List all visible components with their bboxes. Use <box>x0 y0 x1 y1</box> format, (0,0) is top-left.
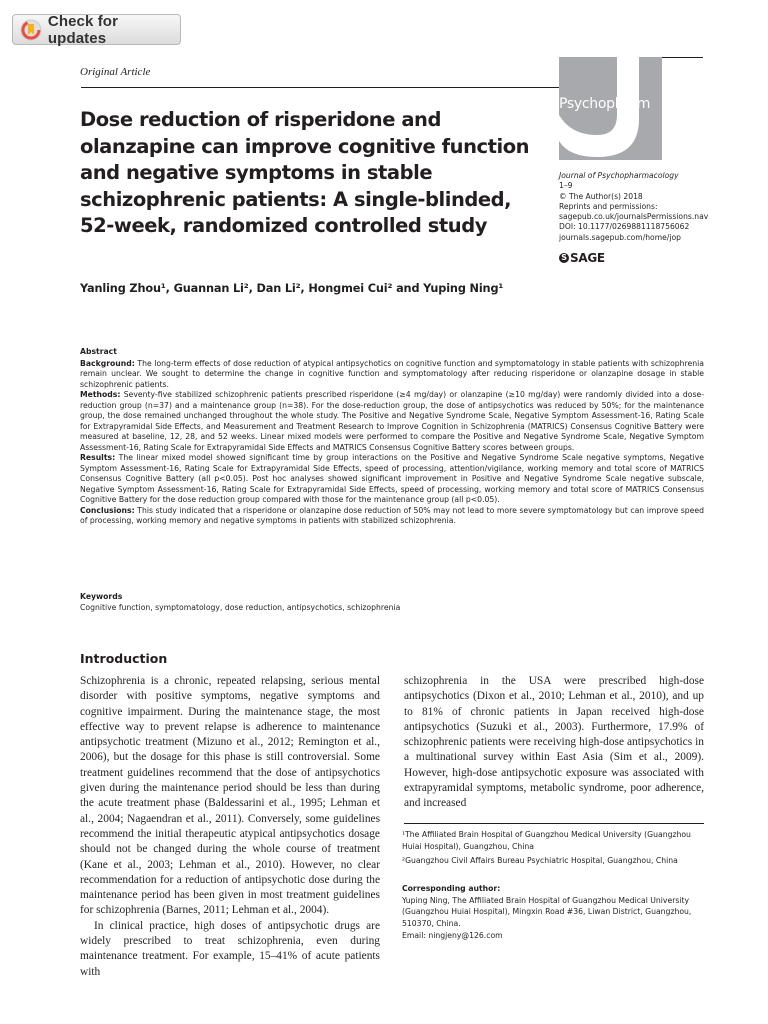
abstract-background: Background: The long-term effects of dose reduction of atypical antipsychotics on cognitive function and symptomatology in stable patients with schizophrenia remain unclear. We sought to determine the change in cognitive function and symptomatology after reducing risperidone or olanzapine dosage in stable schizophrenic patients. <box>80 358 704 389</box>
corresponding-email[interactable]: Email: ningjeny@126.com <box>402 930 503 940</box>
reprints-link[interactable]: sagepub.co.uk/journalsPermissions.nav <box>559 212 709 222</box>
journal-pages: 1–9 <box>559 181 573 191</box>
corresponding-heading: Corresponding author: <box>402 884 501 893</box>
keywords-list: Cognitive function, symptomatology, dose reduction, antipsychotics, schizophrenia <box>80 603 401 612</box>
corresponding-author <box>402 883 712 942</box>
reprints-label: Reprints and permissions: <box>559 201 658 211</box>
intro-paragraph-2: In clinical practice, high doses of antipsychotic drugs are widely prescribed to treat schizophrenia, even during maintenance treatment. For example, 15–41% of acute patients with <box>80 919 380 978</box>
journal-logo-text: Psychopharm <box>559 96 651 112</box>
journal-info <box>559 171 708 243</box>
affiliation-2: ²Guangzhou Civil Affairs Bureau Psychiatric Hospital, Guangzhou, China <box>402 856 678 865</box>
affiliation-1: ¹The Affiliated Brain Hospital of Guangzhou Medical University (Guangzhou Huiai Hospital), Guangzhou, China <box>402 830 691 851</box>
abstract-methods: Methods: Seventy-five stabilized schizophrenic patients prescribed risperidone (≥4 mg/day) or olanzapine (≥10 mg/day) were randomly divided into a dose-reduction group (n=37) and a maintenance group (n=38). For the dose-reduction group, the dose of antipsychotics was reduced by 50%; for the maintenance group, the dose remained unchanged throughout the whole study. The Positive and Negative Syndrome Scale, Negative Symptom Assessment-16, Rating Scale for Extrapyramidal Side Effects, and Measurement and Treatment Research to Improve Cognition in Schizophrenia (MATRICS) Consensus Cognitive Battery were measured at baseline, 12, 28, and 52 weeks. Linear mixed models were performed to compare the Positive and Negative Syndrome Scale, Negative Symptom Assessment-16, Rating Scale for Extrapyramidal Side Effects and MATRICS Consensus Cognitive Battery scores between groups. <box>80 390 705 452</box>
corresponding-address: Yuping Ning, The Affiliated Brain Hospital of Guangzhou Medical University (Guangzhou Huiai Hospital), Mingxin Road #36, Liwan District, Guangzhou, 510370, China. <box>402 895 692 929</box>
check-for-updates-button[interactable] <box>12 14 181 45</box>
publisher-logo <box>559 251 605 265</box>
body-column-right <box>404 674 704 812</box>
journal-name: Journal of Psychopharmacology <box>559 171 679 180</box>
bookmark-ring-icon <box>20 19 42 41</box>
body-column-left <box>80 674 380 980</box>
keywords-heading: Keywords <box>80 592 123 601</box>
footnote-rule <box>404 823 704 824</box>
doi[interactable]: DOI: 10.1177/0269881118756062 <box>559 222 690 232</box>
copyright: © The Author(s) 2018 <box>559 191 643 201</box>
intro-paragraph-3: schizophrenia in the USA were prescribed high-dose antipsychotics (Dixon et al., 2010; Lehman et al., 2010), and up to 81% of chronic patients in Japan received high-dose antipsychotics (Suzuki et al., 2003). Furthermore, 17.9% of schizophrenic patients were receiving high-dose antipsychotics in a multinational survey within East Asia (Sim et al., 2009). However, high-dose antipsychotic exposure was associated with extrapyramidal symptoms, metabolic syndrome, poor adherence, and increased <box>404 675 704 810</box>
header-rule <box>81 87 559 88</box>
introduction-heading: Introduction <box>80 651 168 666</box>
check-for-updates-label: Check for updates <box>47 12 119 47</box>
abstract <box>80 347 704 527</box>
journal-home-link[interactable]: journals.sagepub.com/home/jop <box>559 232 681 242</box>
article-title: Dose reduction of risperidone and olanzapine can improve cognitive function and negative symptoms in stable schizophrenic patients: A single-blinded, 52-week, randomized controlled study <box>80 108 530 237</box>
keywords <box>80 591 704 613</box>
publisher-name: SAGE <box>570 251 605 265</box>
sage-circle-icon: S <box>559 253 569 263</box>
abstract-heading: Abstract <box>80 347 117 356</box>
intro-paragraph-1: Schizophrenia is a chronic, repeated relapsing, serious mental disorder with positive symptoms, negative symptoms and cognitive impairment. During the maintenance stage, the most effective way to prevent relapse is adherence to maintenance antipsychotic treatment (Mizuno et al., 2012; Remington et al., 2006), but the dosage for this phase is still controversial. Some treatment guidelines recommend that the dose of antipsychotics given during the maintenance period should be less than during the acute treatment phase (Baldessarini et al., 1995; Lehman et al., 2004; Nagaendran et al., 2011). Conversely, some guidelines recommend the initial therapeutic atypical antipsychotics dosage should not be changed during the whole course of treatment (Kane et al., 2003; Lehman et al., 2010). However, no clear recommendation for a reduction of antipsychotic dose during the maintenance period has been given in most treatment guidelines for schizophrenia (Barnes, 2011; Lehman et al., 2004). <box>80 675 380 917</box>
author-list: Yanling Zhou¹, Guannan Li², Dan Li², Hongmei Cui² and Yuping Ning¹ <box>80 282 504 295</box>
abstract-conclusions: Conclusions: This study indicated that a risperidone or olanzapine dose reduction of 50% may not lead to more severe symptomatology but can improve speed of processing, working memory and negative symptoms in patients with stabilized schizophrenia. <box>80 505 704 525</box>
abstract-results: Results: The linear mixed model showed significant time by group interactions on the Positive and Negative Syndrome Scale negative symptoms, Negative Symptom Assessment-16, Rating Scale for Extrapyramidal Side Effects, speed of processing, attention/vigilance, working memory and total score of MATRICS Consensus Cognitive Battery (all p<0.05). Post hoc analyses showed significant improvement in Positive and Negative Syndrome Scale negative subscale, Negative Symptom Assessment-16, Rating Scale for Extrapyramidal Side Effects, speed of processing, working memory and total score of MATRICS Consensus Cognitive Battery for the dose reduction group compared with those for the maintenance group (all p<0.05). <box>80 453 704 504</box>
article-type: Original Article <box>80 66 151 78</box>
